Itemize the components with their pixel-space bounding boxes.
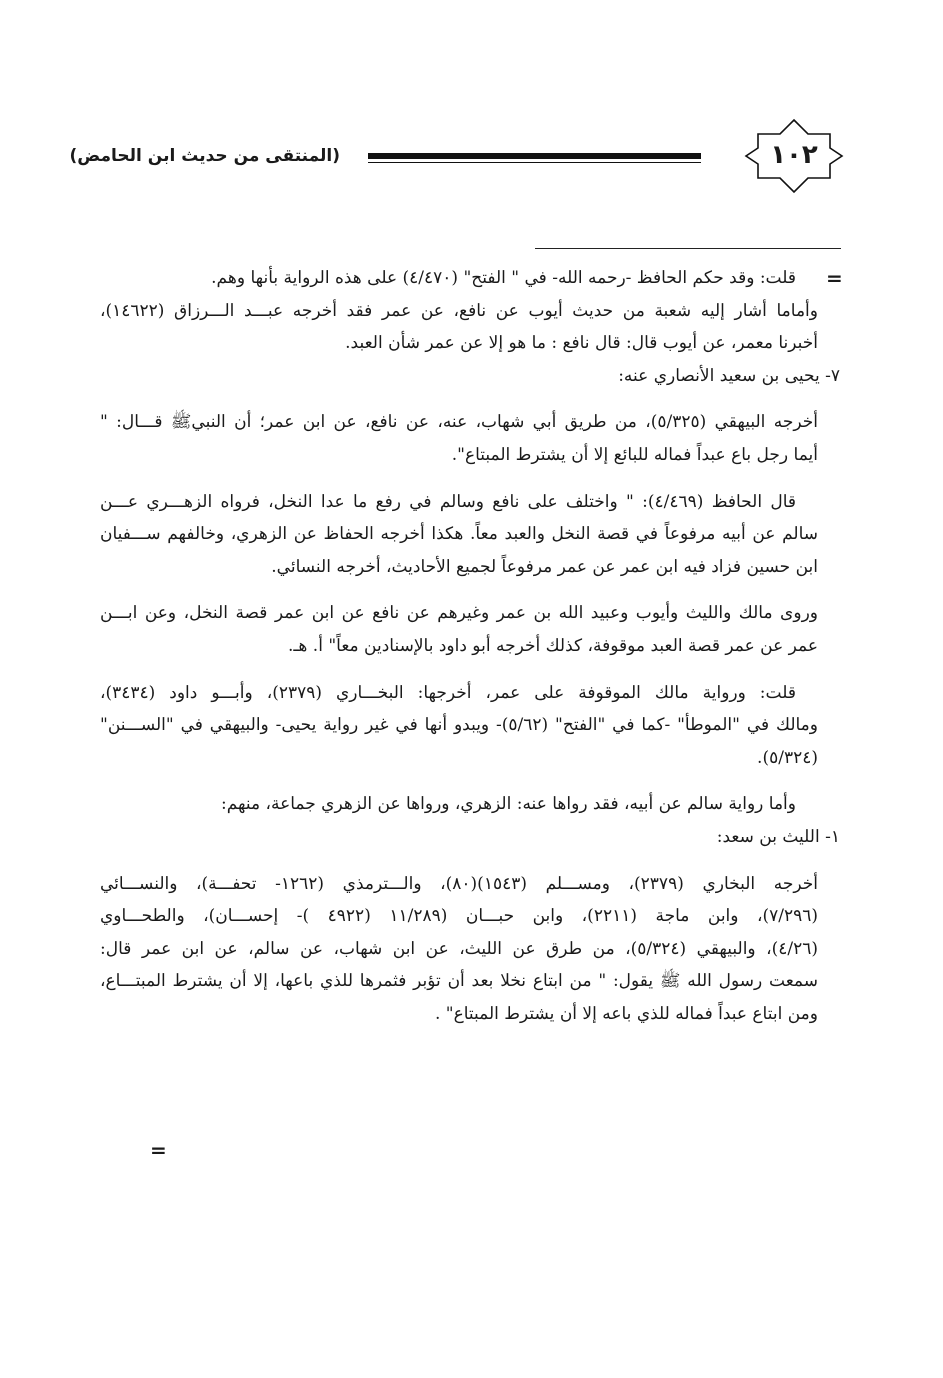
- text-line: أيما رجل باع عبداً فماله للبائع إلا أن يشترط المبتاع".: [451, 444, 818, 465]
- text-line: (٤/٢٦)، والبيهقي (٥/٣٢٤)، من طرق عن الليث، عن ابن شهاب، عن سالم، عن ابن عمر قال:: [100, 938, 818, 959]
- text-line: أخبرنا معمر، عن أيوب قال: قال نافع : ما هو إلا عن عمر شأن العبد.: [345, 333, 818, 354]
- text-line: عمر عن عمر قصة العبد موقوفة، كذلك أخرجه أبو داود بالإسنادين معاً" أ. هـ.: [288, 635, 818, 656]
- footnote-text: [100, 262, 840, 1030]
- text-line: ابن حسين فزاد فيه ابن عمر عن عمر مرفوعاً لجميع الأحاديث، أخرجه النسائي.: [271, 556, 818, 577]
- book-title: (المنتقى من حديث ابن الحامض): [69, 146, 340, 166]
- text-line: سالم عن أبيه مرفوعاً في قصة النخل والعبد معاً. هكذا أخرجه الحفاظ عن الزهري، وخالفهم ســـفيان: [100, 524, 818, 545]
- text-line: (٧/٢٩٦)، وابن ماجة (٢٢١١)، وابن حبـــان (١١/٢٨٩ (٤٩٢٢ )- إحســـان)، والطحـــاوي: [100, 906, 818, 927]
- footnote-rule: [535, 248, 841, 249]
- text-line: أخرجه البخاري (٢٣٧٩)، ومســـلم (١٥٤٣)(٨٠)، والـــترمذي (١٢٦٢- تحفـــة)، والنســـائي: [100, 873, 818, 894]
- header-rule: [368, 153, 701, 159]
- continuation-mark-bottom: =: [150, 1138, 167, 1162]
- continuation-mark-top: =: [826, 266, 843, 290]
- page-header: [0, 0, 943, 230]
- list-heading: ١- الليث بن سعد:: [716, 826, 840, 847]
- header-rule-thin: [368, 162, 701, 163]
- text-line: ومن ابتاع عبداً فماله للذي باعه إلا أن يشترط المبتاع" .: [434, 1003, 818, 1024]
- text-line: أخرجه البيهقي (٥/٣٢٥)، من طريق أبي شهاب، عنه، عن نافع، عن ابن عمر؛ أن النبيﷺ قـــال: ": [100, 412, 818, 433]
- text-line: (٥/٣٢٤).: [757, 747, 818, 768]
- page-number: ١٠٢: [770, 140, 818, 170]
- text-line: قال الحافظ (٤/٤٦٩): " واختلف على نافع وسالم في رفع ما عدا النخل، فرواه الزهـــري عـــن: [100, 491, 797, 512]
- text-line: قلت: وقد حكم الحافظ -رحمه الله- في " الفتح" (٤/٤٧٠) على هذه الرواية بأنها وهم.: [211, 268, 796, 288]
- text-line: قلت: ورواية مالك الموقوفة على عمر، أخرجها: البخـــاري (٢٣٧٩)، وأبـــو داود (٣٤٣٤)،: [100, 682, 796, 703]
- text-line: وأما رواية سالم عن أبيه، فقد رواها عنه: الزهري، ورواها عن الزهري جماعة، منهم:: [220, 794, 796, 815]
- list-heading: ٧- يحيى بن سعيد الأنصاري عنه:: [618, 365, 840, 386]
- text-line: سمعت رسول الله ﷺ يقول: " من ابتاع نخلا بعد أن تؤبر فثمرها للذي باعها، إلا أن يشترط المبتـــاع،: [100, 971, 818, 992]
- text-line: وروى مالك والليث وأيوب وعبيد الله بن عمر وغيرهم عن نافع عن ابن عمر قصة النخل، وعن ابـــن: [100, 603, 818, 624]
- text-line: ومالك في "الموطأ" -كما في "الفتح" (٥/٦٢)- ويبدو أنها في غير رواية يحيى- والبيهقي في "الســـنن": [100, 715, 818, 736]
- text-line: وأماما أشار إليه شعبة من حديث أيوب عن نافع، عن عمر فقد أخرجه عبـــد الـــرزاق (١٤٦٢٢)،: [100, 300, 818, 321]
